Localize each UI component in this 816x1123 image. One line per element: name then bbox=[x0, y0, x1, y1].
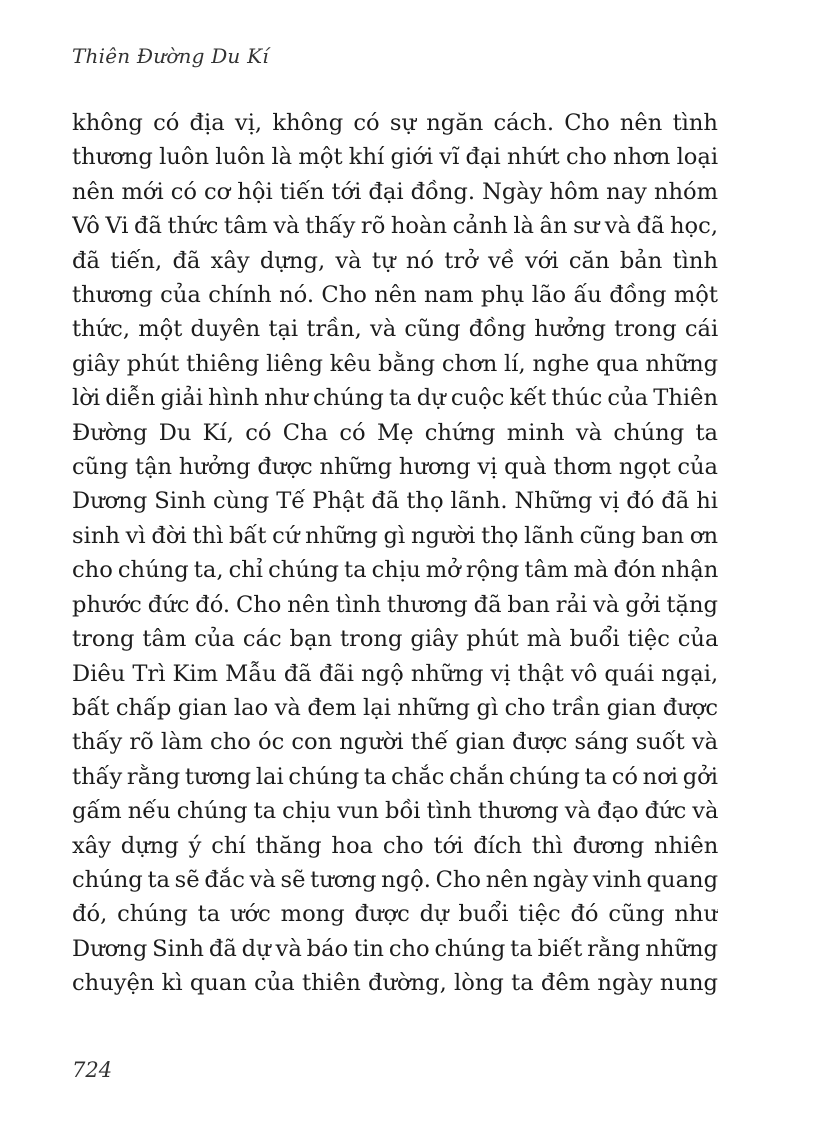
text-line: cho chúng ta, chỉ chúng ta chịu mở rộng tâm mà đón nhận bbox=[72, 557, 718, 584]
text-line: sinh vì đời thì bất cứ những gì người thọ lãnh cũng ban ơn bbox=[72, 522, 718, 549]
text-line: Diêu Trì Kim Mẫu đã đãi ngộ những vị thật vô quái ngại, bbox=[72, 660, 718, 687]
text-line: xây dựng ý chí thăng hoa cho tới đích thì đương nhiên bbox=[72, 832, 718, 859]
text-line: chuyện kì quan của thiên đường, lòng ta đêm ngày nung bbox=[72, 970, 718, 997]
text-line: giây phút thiêng liêng kêu bằng chơn lí, nghe qua những bbox=[72, 350, 718, 377]
text-line: thấy rõ làm cho óc con người thế gian được sáng suốt và bbox=[72, 729, 718, 756]
body-paragraph bbox=[72, 106, 718, 1001]
text-line: bất chấp gian lao và đem lại những gì cho trần gian được bbox=[72, 694, 718, 721]
text-line: chúng ta sẽ đắc và sẽ tương ngộ. Cho nên ngày vinh quang bbox=[72, 866, 718, 893]
text-line: cũng tận hưởng được những hương vị quà thơm ngọt của bbox=[72, 454, 718, 481]
text-line: lời diễn giải hình như chúng ta dự cuộc kết thúc của Thiên bbox=[72, 385, 718, 412]
text-line: không có địa vị, không có sự ngăn cách. Cho nên tình bbox=[72, 110, 718, 136]
text-line: thương của chính nó. Cho nên nam phụ lão ấu đồng một bbox=[72, 282, 718, 309]
text-line: thấy rằng tương lai chúng ta chắc chắn chúng ta có nơi gởi bbox=[72, 763, 718, 790]
text-line: Vô Vi đã thức tâm và thấy rõ hoàn cảnh là ân sư và đã học, bbox=[72, 213, 718, 240]
text-line: phước đức đó. Cho nên tình thương đã ban rải và gởi tặng bbox=[72, 591, 718, 618]
text-line: thương luôn luôn là một khí giới vĩ đại nhứt cho nhơn loại bbox=[72, 144, 718, 171]
running-header-title: Thiên Đường Du Kí bbox=[72, 44, 269, 68]
text-line: Đường Du Kí, có Cha có Mẹ chứng minh và chúng ta bbox=[72, 419, 718, 446]
text-line: nên mới có cơ hội tiến tới đại đồng. Ngày hôm nay nhóm bbox=[72, 178, 718, 205]
text-line: thức, một duyên tại trần, và cũng đồng hưởng trong cái bbox=[72, 316, 718, 343]
text-line: Dương Sinh cùng Tế Phật đã thọ lãnh. Những vị đó đã hi bbox=[72, 488, 718, 515]
page-number: 724 bbox=[72, 1058, 113, 1082]
text-line: đã tiến, đã xây dựng, và tự nó trở về với căn bản tình bbox=[72, 247, 718, 274]
text-line: trong tâm của các bạn trong giây phút mà buổi tiệc của bbox=[72, 626, 718, 653]
text-line: Dương Sinh đã dự và báo tin cho chúng ta biết rằng những bbox=[72, 935, 718, 962]
text-line: đó, chúng ta ước mong được dự buổi tiệc đó cũng như bbox=[72, 901, 718, 928]
text-line: gấm nếu chúng ta chịu vun bồi tình thương và đạo đức và bbox=[72, 798, 718, 825]
